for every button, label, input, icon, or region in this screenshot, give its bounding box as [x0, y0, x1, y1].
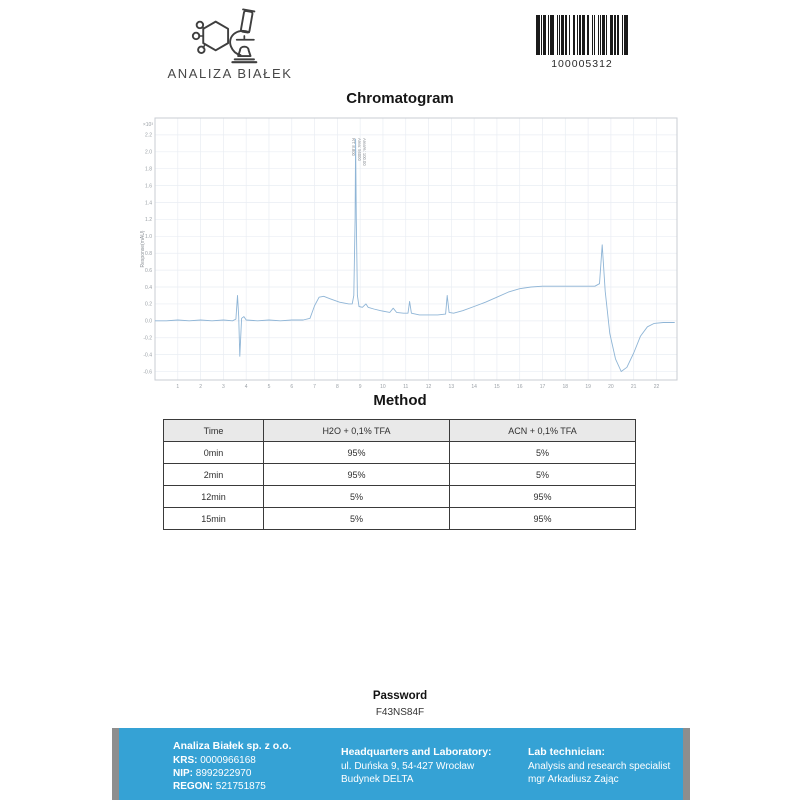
table-row: [164, 486, 636, 508]
table-cell: 95%: [450, 508, 636, 530]
x-tick-label: 11: [403, 384, 409, 390]
y-tick-label: 1.4: [145, 200, 152, 207]
x-tick-label: 2: [199, 384, 202, 390]
method-table-header-row: [164, 420, 636, 442]
table-cell: 5%: [450, 464, 636, 486]
molecule-microscope-icon: [187, 6, 273, 64]
table-cell: 5%: [264, 486, 450, 508]
y-tick-label: 0.4: [145, 284, 152, 291]
x-tick-label: 22: [653, 384, 660, 390]
footer-technician-name: mgr Arkadiusz Zając: [528, 773, 619, 785]
table-cell: 95%: [264, 464, 450, 486]
page-footer: [112, 728, 690, 800]
peak-annotation: RT: 8.800: [351, 138, 357, 156]
method-table-header-cell: Time: [164, 420, 264, 442]
signal-trace: [155, 139, 675, 371]
chromatogram-chart: [140, 110, 680, 390]
table-cell: 0min: [164, 442, 264, 464]
x-tick-label: 4: [244, 384, 248, 390]
footer-headquarters-title: Headquarters and Laboratory:: [341, 746, 492, 758]
barcode-number: 100005312: [551, 58, 613, 70]
x-tick-label: 10: [380, 384, 386, 390]
footer-headquarters-block: [341, 746, 528, 800]
footer-technician-block: [528, 746, 678, 800]
table-cell: 15min: [164, 508, 264, 530]
y-tick-label: 1.0: [145, 234, 152, 241]
table-cell: 5%: [264, 508, 450, 530]
plot-border: [155, 118, 677, 380]
y-tick-label: -0.6: [143, 369, 152, 376]
password-label: Password: [372, 690, 428, 702]
company-logo-text: ANALIZA BIAŁEK: [167, 66, 293, 81]
x-tick-label: 16: [516, 384, 523, 390]
x-tick-label: 6: [290, 384, 294, 390]
x-tick-label: 18: [562, 384, 569, 390]
y-tick-label: 1.2: [145, 217, 152, 224]
footer-technician-role: Analysis and research specialist: [528, 760, 671, 772]
chromatogram-title: Chromatogram: [346, 90, 454, 107]
table-row: [164, 508, 636, 530]
y-tick-label: 0.2: [145, 301, 152, 308]
footer-krs: KRS: 0000966168: [173, 754, 256, 766]
x-tick-label: 15: [494, 384, 500, 390]
x-tick-label: 17: [539, 384, 546, 390]
x-tick-label: 5: [267, 384, 271, 390]
y-tick-label: 0.0: [145, 318, 152, 325]
method-table-header-cell: ACN + 0,1% TFA: [450, 420, 636, 442]
table-cell: 12min: [164, 486, 264, 508]
x-tick-label: 7: [313, 384, 316, 390]
y-tick-label: -0.4: [143, 352, 152, 359]
x-tick-label: 13: [448, 384, 455, 390]
x-tick-label: 21: [630, 384, 637, 390]
y-offset-label: ×10³: [142, 122, 153, 128]
password-value: F43NS84F: [375, 707, 425, 718]
footer-technician-title: Lab technician:: [528, 746, 606, 758]
company-logo: [150, 6, 310, 81]
peak-annotation: Area: 56000: [357, 138, 363, 161]
method-table-header-cell: H2O + 0,1% TFA: [264, 420, 450, 442]
peak-annotation: Area%: 100.00: [362, 138, 368, 166]
y-tick-label: 2.0: [145, 149, 152, 156]
y-tick-label: 1.6: [145, 183, 152, 190]
method-title: Method: [373, 392, 427, 409]
x-tick-label: 12: [425, 384, 432, 390]
footer-company-block: [173, 740, 341, 800]
footer-regon: REGON: 521751875: [173, 780, 266, 792]
table-cell: 5%: [450, 442, 636, 464]
table-cell: 95%: [264, 442, 450, 464]
x-tick-label: 14: [471, 384, 477, 390]
barcode: [535, 15, 629, 70]
x-tick-label: 1: [176, 384, 180, 390]
table-row: [164, 442, 636, 464]
barcode-bars: [536, 15, 628, 55]
x-tick-label: 9: [358, 384, 362, 390]
y-axis-label: Response(mAU): [140, 230, 146, 268]
y-tick-label: 1.8: [145, 166, 152, 173]
chromatogram-plot: [140, 110, 680, 390]
x-tick-label: 20: [608, 384, 614, 390]
footer-nip: NIP: 8992922970: [173, 767, 252, 779]
table-cell: 95%: [450, 486, 636, 508]
x-tick-label: 19: [585, 384, 591, 390]
y-tick-label: -0.2: [143, 335, 152, 342]
barcode-bar: [624, 15, 628, 55]
footer-headquarters-address: ul. Duńska 9, 54-427 Wrocław: [341, 760, 475, 772]
footer-headquarters-building: Budynek DELTA: [341, 773, 414, 785]
table-row: [164, 464, 636, 486]
table-cell: 2min: [164, 464, 264, 486]
footer-company-name: Analiza Białek sp. z o.o.: [173, 740, 292, 752]
y-tick-label: 2.2: [145, 132, 152, 139]
x-tick-label: 3: [221, 384, 225, 390]
method-table: [163, 419, 636, 530]
x-tick-label: 8: [335, 384, 339, 390]
y-tick-label: 0.6: [145, 267, 152, 274]
y-tick-label: 0.8: [145, 251, 152, 258]
